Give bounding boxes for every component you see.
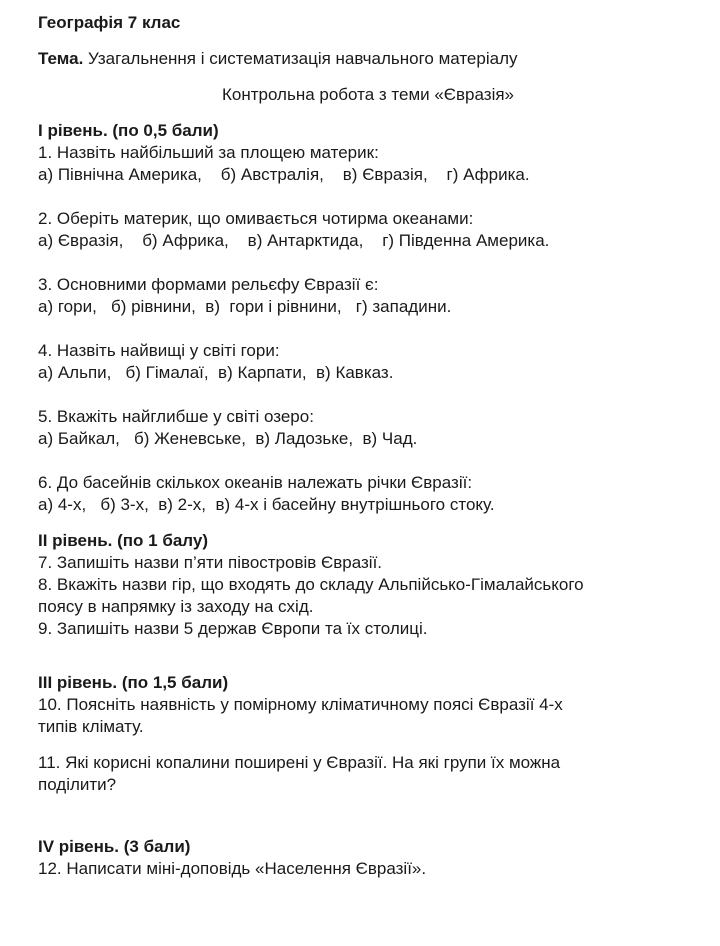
- answer-options-5: а) Байкал, б) Женевське, в) Ладозьке, в) Чад.: [38, 429, 418, 448]
- level-1-heading: І рівень. (по 0,5 бали): [38, 121, 219, 140]
- answer-options-6: а) 4-х, б) 3-х, в) 2-х, в) 4-х і басейну внутрішнього стоку.: [38, 495, 495, 514]
- level-4-heading: IV рівень. (3 бали): [38, 837, 191, 856]
- level-2-heading: ІІ рівень. (по 1 балу): [38, 531, 208, 550]
- question-2: 2. Оберіть материк, що омивається чотирма океанами:: [38, 209, 474, 228]
- question-8-continued: поясу в напрямку із заходу на схід.: [38, 597, 314, 616]
- question-8: 8. Вкажіть назви гір, що входять до складу Альпійсько-Гімалайського: [38, 575, 584, 594]
- question-11-continued: поділити?: [38, 775, 117, 794]
- topic-line: [38, 48, 698, 70]
- question-4: 4. Назвіть найвищі у світі гори:: [38, 341, 280, 360]
- question-6: 6. До басейнів скількох океанів належать річки Євразії:: [38, 473, 473, 492]
- worksheet: [38, 12, 698, 880]
- test-title: Контрольна робота з теми «Євразія»: [221, 85, 515, 104]
- question-9: 9. Запишіть назви 5 держав Європи та їх столиці.: [38, 619, 428, 638]
- question-7: 7. Запишіть назви п’яти півостровів Євразії.: [38, 553, 383, 572]
- question-11: 11. Які корисні копалини поширені у Євразії. На які групи їх можна: [38, 753, 561, 772]
- topic-text: Узагальнення і систематизація навчального матеріалу: [83, 49, 518, 68]
- answer-options-3: а) гори, б) рівнини, в) гори і рівнини, г) западини.: [38, 297, 452, 316]
- question-10: 10. Поясніть наявність у помірному кліматичному поясі Євразії 4-х: [38, 695, 563, 714]
- question-3: 3. Основними формами рельєфу Євразії є:: [38, 275, 379, 294]
- answer-options-1: а) Північна Америка, б) Австралія, в) Євразія, г) Африка.: [38, 165, 530, 184]
- question-10-continued: типів клімату.: [38, 717, 144, 736]
- answer-options-4: а) Альпи, б) Гімалаї, в) Карпати, в) Кавказ.: [38, 363, 394, 382]
- topic-label: Тема.: [38, 49, 84, 68]
- level-3-heading: ІІІ рівень. (по 1,5 бали): [38, 673, 229, 692]
- answer-options-2: а) Євразія, б) Африка, в) Антарктида, г) Південна Америка.: [38, 231, 550, 250]
- subject-title: Географія 7 клас: [38, 13, 181, 32]
- question-1: 1. Назвіть найбільший за площею материк:: [38, 143, 379, 162]
- question-5: 5. Вкажіть найглибше у світі озеро:: [38, 407, 314, 426]
- question-12: 12. Написати міні-доповідь «Населення Євразії».: [38, 859, 427, 878]
